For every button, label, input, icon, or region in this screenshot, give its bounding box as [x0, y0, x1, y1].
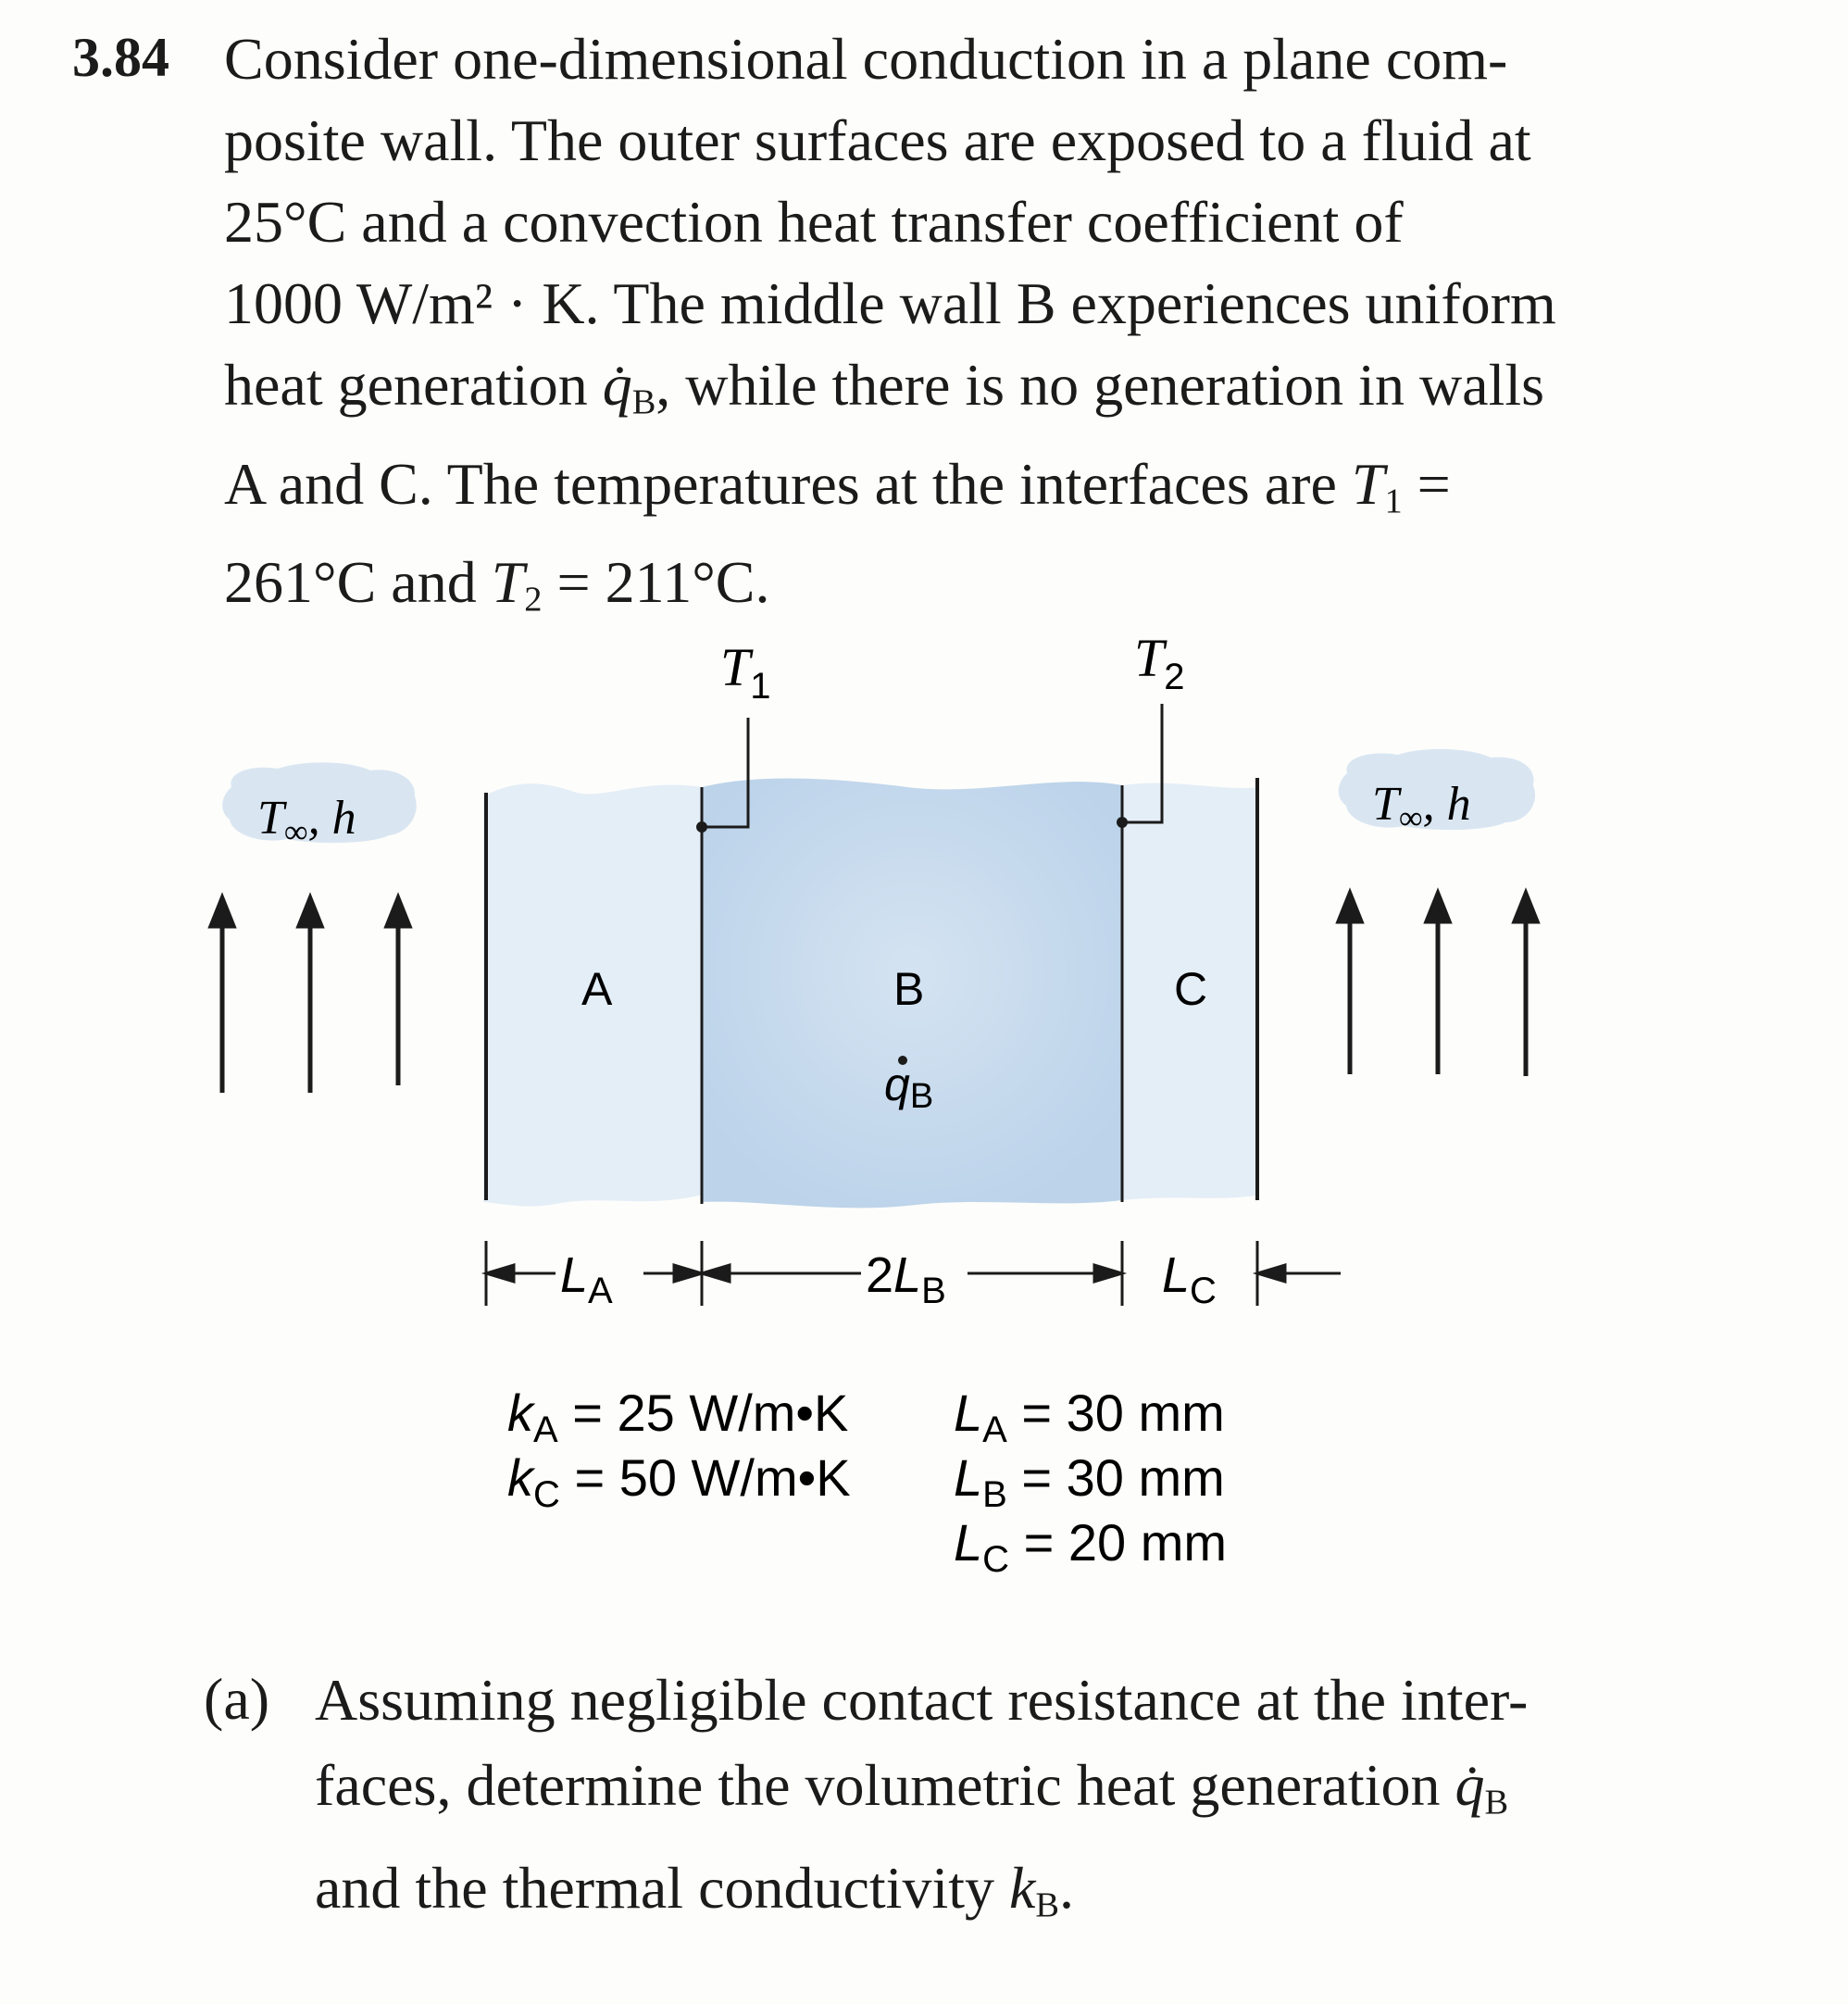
statement-line-7b: = 211°C. — [542, 549, 770, 616]
statement-t1-sub: 1 — [1384, 482, 1403, 521]
properties-l — [954, 1384, 1227, 1580]
statement-line-2: posite wall. The outer surfaces are exposed to a fluid at — [224, 107, 1531, 173]
fluid-label-left: T∞, h — [257, 792, 356, 850]
properties-k — [507, 1384, 851, 1515]
fluid-flow-arrows-left — [211, 898, 409, 1093]
dim-lc-label: $L_C$ — [1162, 1247, 1217, 1311]
part-a-line-1: Assuming negligible contact resistance at the inter- — [315, 1667, 1529, 1733]
statement-line-5b: , while there is no generation in walls — [656, 352, 1545, 418]
statement-qdot: q̇ — [602, 352, 632, 418]
fluid-label-right: T∞, h — [1372, 778, 1471, 836]
fluid-flow-arrows-right — [1339, 894, 1537, 1076]
prop-la: $L_A = 30$ mm — [954, 1384, 1225, 1450]
dim-lb-label: $2L_B$ — [866, 1247, 946, 1311]
statement-line-3: 25°C and a convection heat transfer coefficient of — [224, 189, 1404, 255]
part-a-line-3 — [315, 1846, 1796, 1948]
prop-lb: $L_B = 30$ mm — [954, 1448, 1225, 1515]
wall-a-label: A — [581, 963, 613, 1015]
dim-la-label: $L_A$ — [560, 1247, 613, 1311]
part-a-line-3a: and the thermal conductivity — [315, 1854, 1009, 1921]
wall-c-label: C — [1174, 963, 1208, 1015]
statement-line-5a: heat generation — [224, 352, 603, 418]
prop-lc: $L_C = 20$ mm — [954, 1513, 1228, 1580]
statement-t2: T — [491, 549, 525, 616]
t1-junction — [696, 821, 707, 833]
part-a-qdot-sub: B — [1484, 1783, 1509, 1822]
prop-kc: $k_C = 50$ W/m•K — [507, 1448, 851, 1515]
part-a-kb-sub: B — [1035, 1885, 1060, 1925]
statement-t1: T — [1351, 450, 1385, 517]
statement-line-4a: 1000 W/m — [224, 270, 475, 336]
prop-ka: $k_A = 25$ W/m•K — [507, 1384, 849, 1450]
wall-b-label: B — [893, 963, 925, 1015]
part-a-label: (a) — [204, 1666, 270, 1732]
part-a-text — [315, 1658, 1796, 1948]
statement-line-6b: = — [1402, 450, 1451, 517]
statement-line-1: Consider one-dimensional conduction in a plane com- — [224, 26, 1508, 92]
part-a-kb: k — [1009, 1854, 1036, 1921]
statement-t2-sub: 2 — [524, 580, 543, 620]
part-a-line-2 — [315, 1743, 1796, 1846]
qdot-b-label: qB — [884, 1058, 934, 1116]
part-a-qdot: q̇ — [1455, 1752, 1485, 1818]
t2-label: $T_2$ — [1134, 628, 1185, 697]
t2-junction — [1117, 817, 1128, 828]
statement-line-7a: 261°C and — [224, 549, 492, 616]
part-a-line-2a: faces, determine the volumetric heat generation — [315, 1752, 1455, 1818]
statement-line-6a: A and C. The temperatures at the interfaces are — [224, 450, 1352, 517]
t1-label: $T_1$ — [720, 637, 771, 707]
problem-number: 3.84 — [72, 27, 169, 88]
part-a-line-3b: . — [1059, 1854, 1075, 1921]
statement-qdot-sub: B — [631, 382, 656, 422]
statement-line-4b: ² · K. The middle wall B experiences uniform — [474, 270, 1556, 336]
